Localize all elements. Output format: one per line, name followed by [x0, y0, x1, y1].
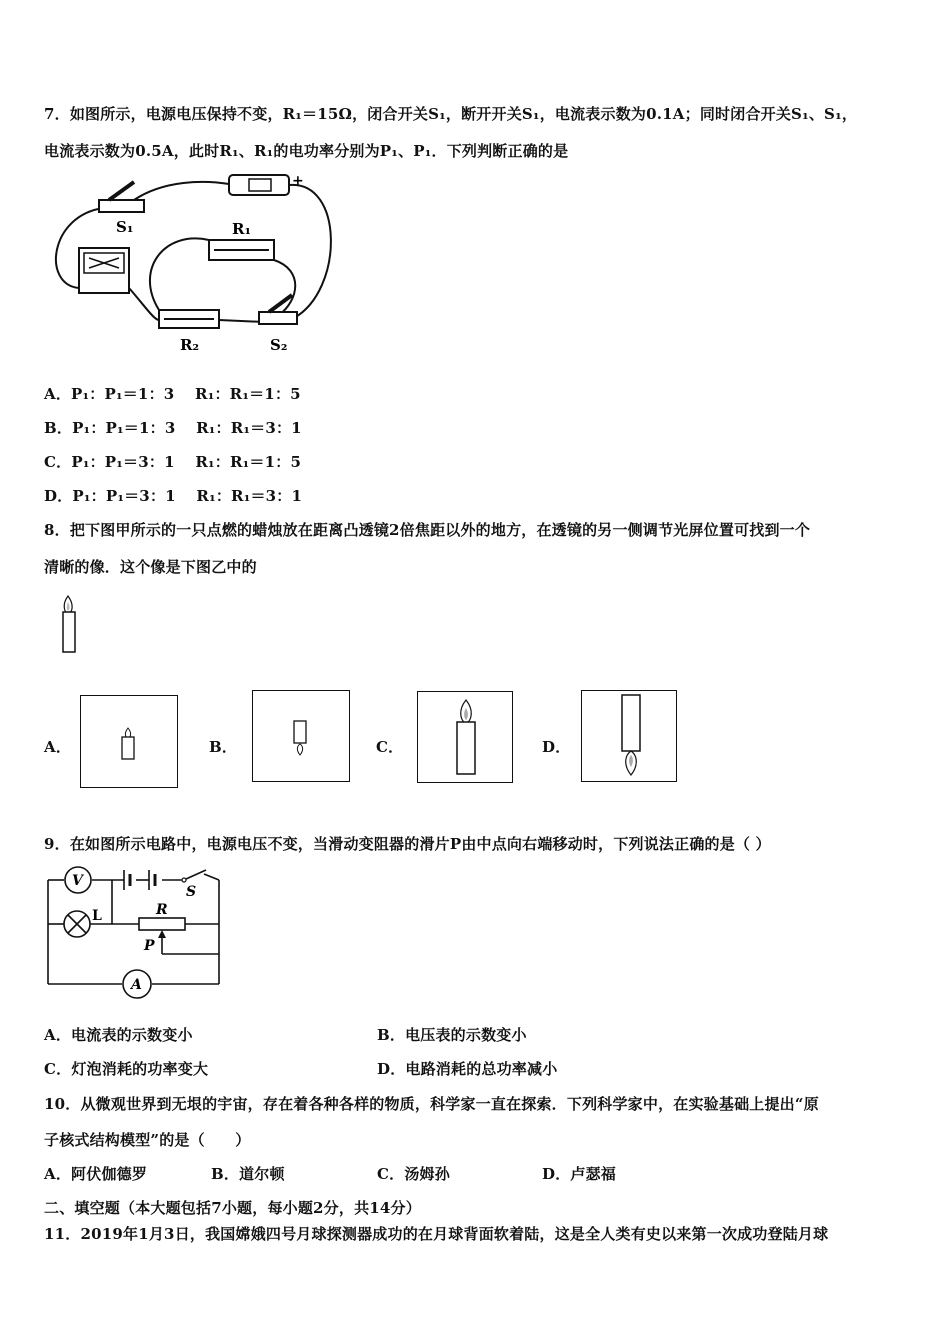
candle-original-icon [58, 594, 80, 656]
q8-option-b-box [252, 690, 350, 782]
q8-option-d-label: D． [542, 738, 571, 756]
q9-circuit-figure [44, 862, 228, 1002]
q9-option-d: D．电路消耗的总功率减小 [377, 1060, 558, 1078]
q9-option-b: B．电压表的示数变小 [377, 1026, 527, 1044]
battery-icon [229, 175, 289, 195]
q10-line2: 子核式结构模型”的是（ ） [44, 1131, 251, 1149]
large-upright-candle-icon [453, 698, 479, 778]
q8-option-c-box [417, 691, 513, 783]
q8-option-b-label: B． [209, 738, 238, 756]
large-inverted-candle-icon [618, 693, 644, 777]
q9-option-c: C．灯泡消耗的功率变大 [44, 1060, 209, 1078]
label-l: L [92, 908, 102, 924]
label-r1: R₁ [232, 220, 252, 238]
q9-line1: 9．在如图所示电路中，电源电压不变，当滑动变阻器的滑片P由中点向右端移动时，下列说法正确的是（ ） [44, 835, 771, 853]
q10-option-a: A．阿伏伽德罗 [44, 1165, 148, 1183]
q10-line1: 10．从微观世界到无垠的宇宙，存在着各种各样的物质，科学家一直在探索．下列科学家中，在实验基础上提出“原 [44, 1095, 819, 1113]
label-s: S [186, 884, 197, 900]
q10-option-d: D．卢瑟福 [542, 1165, 617, 1183]
label-s1: S₁ [116, 218, 134, 236]
q11-line1: 11．2019年1月3日，我国嫦娥四号月球探测器成功的在月球背面软着陆，这是全人类有史以来第一次成功登陆月球 [44, 1225, 829, 1243]
small-inverted-candle-icon [291, 719, 311, 757]
q7-option-c: C．P₁：P₁＝3：1 R₁：R₁＝1：5 [44, 453, 302, 471]
q7-line1: 7．如图所示，电源电压保持不变，R₁＝15Ω，闭合开关S₁，断开开关S₁，电流表示数为0.1A；同时闭合开关S₁、S₁， [44, 105, 858, 123]
q8-option-c-label: C． [376, 738, 404, 756]
q10-option-b: B．道尔顿 [211, 1165, 285, 1183]
label-r2: R₂ [180, 336, 200, 354]
resistor-r1-icon [209, 240, 274, 260]
label-plus: + [292, 173, 304, 189]
label-s2: S₂ [270, 336, 288, 354]
q7-circuit-figure [44, 170, 344, 365]
q7-option-d: D．P₁：P₁＝3：1 R₁：R₁＝3：1 [44, 487, 303, 505]
q8-line1: 8．把下图甲所示的一只点燃的蜡烛放在距离凸透镜2倍焦距以外的地方，在透镜的另一侧调节光屏位置可找到一个 [44, 521, 811, 539]
ammeter-icon [79, 248, 129, 293]
q10-option-c: C．汤姆孙 [377, 1165, 450, 1183]
q8-option-d-box [581, 690, 677, 782]
q8-option-a-label: A． [44, 738, 72, 756]
section-heading: 二、填空题（本大题包括7小题，每小题2分，共14分） [44, 1199, 421, 1217]
q8-line2: 清晰的像．这个像是下图乙中的 [44, 558, 257, 576]
label-v: V [72, 873, 83, 889]
q7-option-a: A．P₁：P₁＝1：3 R₁：R₁＝1：5 [44, 385, 301, 403]
resistor-r2-icon [159, 310, 219, 328]
rheostat-icon [139, 918, 185, 938]
q8-option-a-box [80, 695, 178, 788]
q7-option-b: B．P₁：P₁＝1：3 R₁：R₁＝3：1 [44, 419, 302, 437]
q7-line2: 电流表示数为0.5A，此时R₁、R₁的电功率分别为P₁、P₁．下列判断正确的是 [44, 142, 569, 160]
lamp-icon [64, 911, 90, 937]
q9-option-a: A．电流表的示数变小 [44, 1026, 193, 1044]
label-r: R [156, 902, 168, 918]
label-p: P [144, 938, 155, 954]
small-upright-candle-icon [119, 726, 139, 762]
label-a: A [131, 977, 142, 993]
switch-s-icon [182, 870, 206, 882]
